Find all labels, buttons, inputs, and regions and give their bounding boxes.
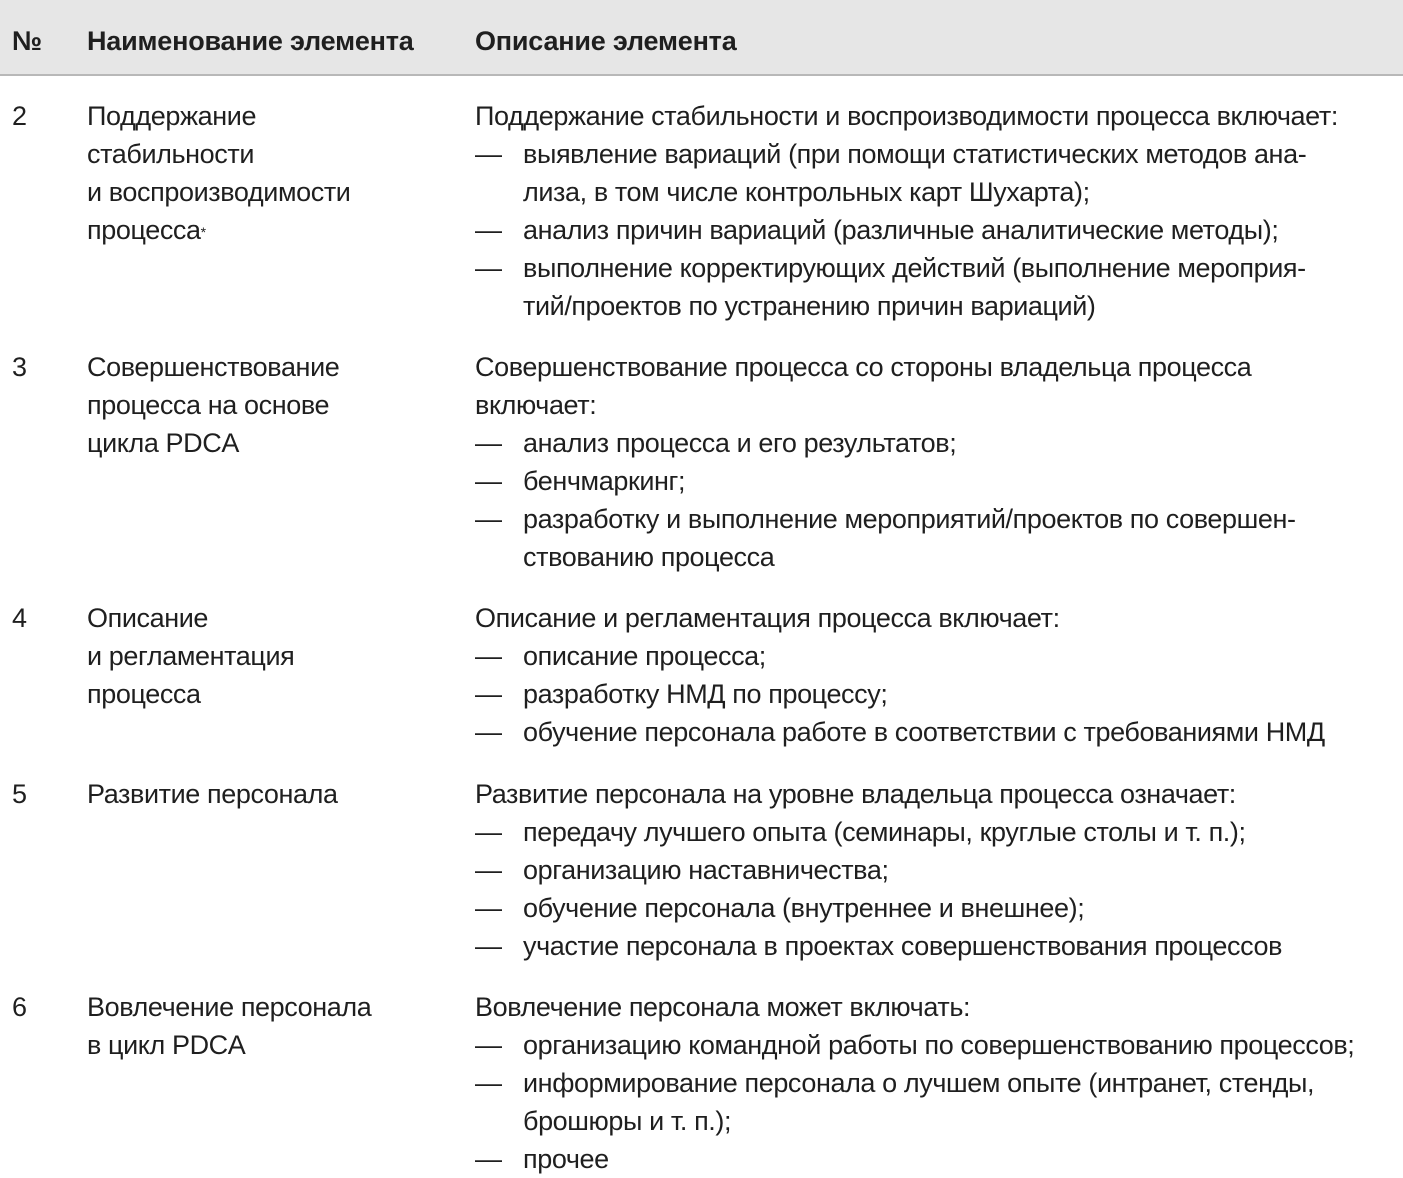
item-line: разработку НМД по процессу; [523, 679, 888, 709]
row-number: 3 [12, 352, 27, 382]
name-line: и воспроизводимости [87, 177, 351, 207]
name-line: Поддержание [87, 101, 257, 131]
name-line: цикла PDCA [87, 428, 239, 458]
item-line: бенчмаркинг; [523, 466, 686, 496]
item-line: анализ причин вариаций (различные аналитические методы); [523, 215, 1279, 245]
dash-bullet: — [475, 855, 502, 885]
list-item [475, 713, 1395, 751]
description-intro: включает: [475, 390, 597, 420]
item-line: анализ процесса и его результатов; [523, 428, 957, 458]
name-line: в цикл PDCA [87, 1030, 246, 1060]
element-description [475, 348, 1395, 576]
list-item [475, 500, 1395, 576]
element-name [87, 348, 457, 462]
name-line: процесса [87, 679, 201, 709]
item-line: прочее [523, 1144, 609, 1174]
list-item [475, 927, 1395, 965]
name-line-text: процесса [87, 215, 201, 245]
header-element-name: Наименование элемента [87, 26, 414, 56]
footnote-mark: * [200, 224, 206, 240]
list-item [475, 851, 1395, 889]
item-line: ствованию процесса [523, 542, 775, 572]
name-line: стабильности [87, 139, 255, 169]
description-intro: Описание и регламентация процесса включает: [475, 603, 1060, 633]
list-item [475, 1140, 1395, 1178]
dash-bullet: — [475, 1068, 502, 1098]
description-intro: Развитие персонала на уровне владельца процесса означает: [475, 779, 1236, 809]
row-number: 6 [12, 992, 27, 1022]
list-item [475, 249, 1395, 325]
dash-bullet: — [475, 641, 502, 671]
list-item [475, 813, 1395, 851]
dash-bullet: — [475, 717, 502, 747]
list-item [475, 675, 1395, 713]
description-list [475, 424, 1395, 576]
item-line: обучение персонала (внутреннее и внешнее); [523, 893, 1085, 923]
element-description [475, 988, 1395, 1178]
list-item [475, 1064, 1395, 1140]
list-item [475, 462, 1395, 500]
item-line: организацию командной работы по совершенствованию процессов; [523, 1030, 1355, 1060]
dash-bullet: — [475, 1144, 502, 1174]
description-intro: Поддержание стабильности и воспроизводимости процесса включает: [475, 101, 1338, 131]
dash-bullet: — [475, 1030, 502, 1060]
dash-bullet: — [475, 679, 502, 709]
name-line: Совершенствование [87, 352, 340, 382]
item-line: участие персонала в проектах совершенствования процессов [523, 931, 1283, 961]
row-number: 4 [12, 603, 27, 633]
description-intro: Совершенствование процесса со стороны владельца процесса [475, 352, 1252, 382]
description-intro: Вовлечение персонала может включать: [475, 992, 971, 1022]
list-item [475, 637, 1395, 675]
table-header [0, 0, 1403, 76]
name-line: Вовлечение персонала [87, 992, 372, 1022]
dash-bullet: — [475, 253, 502, 283]
list-item [475, 889, 1395, 927]
item-line: организацию наставничества; [523, 855, 889, 885]
list-item [475, 1026, 1395, 1064]
item-line: описание процесса; [523, 641, 766, 671]
dash-bullet: — [475, 428, 502, 458]
item-line: обучение персонала работе в соответствии с требованиями НМД [523, 717, 1325, 747]
dash-bullet: — [475, 504, 502, 534]
description-list [475, 813, 1395, 965]
name-line: Развитие персонала [87, 779, 338, 809]
dash-bullet: — [475, 215, 502, 245]
item-line: выполнение корректирующих действий (выполнение мероприя- [523, 253, 1306, 283]
header-number: № [12, 26, 42, 56]
item-line: тий/проектов по устранению причин вариаций) [523, 291, 1096, 321]
element-name [87, 97, 457, 249]
description-list [475, 135, 1395, 325]
item-line: информирование персонала о лучшем опыте (интранет, стенды, [523, 1068, 1315, 1098]
name-line: Описание [87, 603, 209, 633]
element-description [475, 97, 1395, 325]
dash-bullet: — [475, 893, 502, 923]
description-list [475, 637, 1395, 751]
item-line: выявление вариаций (при помощи статистических методов ана- [523, 139, 1307, 169]
list-item [475, 135, 1395, 211]
item-line: разработку и выполнение мероприятий/проектов по совершен- [523, 504, 1296, 534]
element-description [475, 599, 1395, 751]
element-name [87, 988, 457, 1064]
item-line: лиза, в том числе контрольных карт Шухарта); [523, 177, 1090, 207]
dash-bullet: — [475, 139, 502, 169]
row-number: 2 [12, 101, 27, 131]
dash-bullet: — [475, 466, 502, 496]
list-item [475, 424, 1395, 462]
dash-bullet: — [475, 817, 502, 847]
name-line: и регламентация [87, 641, 295, 671]
dash-bullet: — [475, 931, 502, 961]
list-item [475, 211, 1395, 249]
row-number: 5 [12, 779, 27, 809]
item-line: передачу лучшего опыта (семинары, круглые столы и т. п.); [523, 817, 1246, 847]
element-name [87, 775, 457, 813]
description-list [475, 1026, 1395, 1178]
header-element-description: Описание элемента [475, 26, 737, 56]
element-description [475, 775, 1395, 965]
name-line: процесса на основе [87, 390, 330, 420]
element-name [87, 599, 457, 713]
item-line: брошюры и т. п.); [523, 1106, 732, 1136]
name-line [87, 211, 457, 249]
